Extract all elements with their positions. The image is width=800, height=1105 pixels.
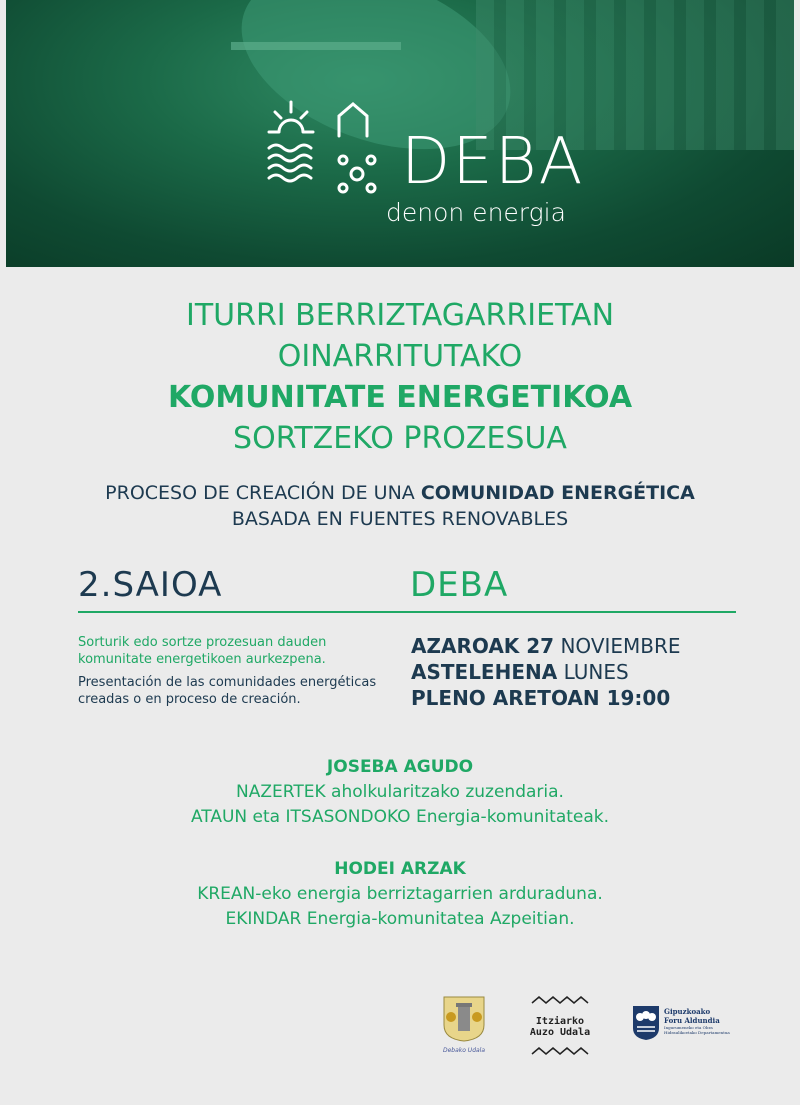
speaker-role: EKINDAR Energia-komunitatea Azpeitian. [225,909,575,929]
date-eu: AZAROAK 27 [411,634,555,658]
day-es: LUNES [557,660,629,684]
gipuzkoa-logo [632,1005,742,1045]
speaker-role: KREAN-eko energia berriztagarrien arduraduna. [197,884,603,904]
title-line-bold: KOMUNITATE ENERGETIKOA [167,380,633,415]
speaker-role: NAZERTEK aholkularitzako zuzendaria. [236,782,564,802]
description [78,634,378,708]
subtitle-text: PROCESO DE CREACIÓN DE UNA [105,482,421,504]
logo-name: DEBA [401,125,585,199]
speaker-name: HODEI ARZAK [334,859,466,879]
subtitle [0,480,800,532]
session-place: DEBA [410,565,509,605]
date-es: NOVIEMBRE [554,634,681,658]
gipuzkoa-shield-icon [632,1005,660,1041]
description-es: Presentación de las comunidades energéticas creadas o en proceso de creación. [78,675,377,707]
itziarko-text: Auzo Udala [529,1027,591,1038]
venue-time: PLENO ARETOAN 19:00 [411,686,671,710]
title-line: ITURRI BERRIZTAGARRIETAN [185,298,615,333]
speaker-role: ATAUN eta ITSASONDOKO Energia-komunitateak. [190,807,610,827]
speaker [0,857,800,932]
logo-tagline: denon energia [386,198,566,227]
main-title [0,295,800,459]
itziarko-logo [528,995,592,1055]
coat-of-arms-icon [442,995,486,1043]
itziarko-text: Itziarko [535,1016,585,1027]
title-line: SORTZEKO PROZESUA [233,421,567,456]
deba-udala-logo [442,995,486,1055]
subtitle-bold: COMUNIDAD ENERGÉTICA [420,482,695,504]
wave-icon [530,995,590,1005]
wave-icon [530,1046,590,1056]
sun-house-logo-icon [261,100,381,200]
gipuzkoa-dept: Ingurumeneko eta Obra Hidraulikoetako Departamentua [664,1025,730,1035]
speaker-name: JOSEBA AGUDO [326,757,474,777]
speaker [0,755,800,830]
title-line: OINARRITUTAKO [277,339,523,374]
hero-photo [6,0,794,267]
divider [78,611,736,613]
gipuzkoa-text: Foru Aldundia [664,1016,720,1025]
subtitle-text: BASADA EN FUENTES RENOVABLES [231,508,569,530]
gipuzkoa-text: Gipuzkoako [664,1007,711,1016]
bridge-shape [231,42,401,50]
day-eu: ASTELEHENA [411,660,558,684]
event-details [411,633,681,711]
description-eu: Sorturik edo sortze prozesuan dauden komunitate energetikoen aurkezpena. [78,635,327,667]
session-label: 2.SAIOA [78,565,223,605]
deba-udala-text: Debako Udala [442,1047,486,1054]
